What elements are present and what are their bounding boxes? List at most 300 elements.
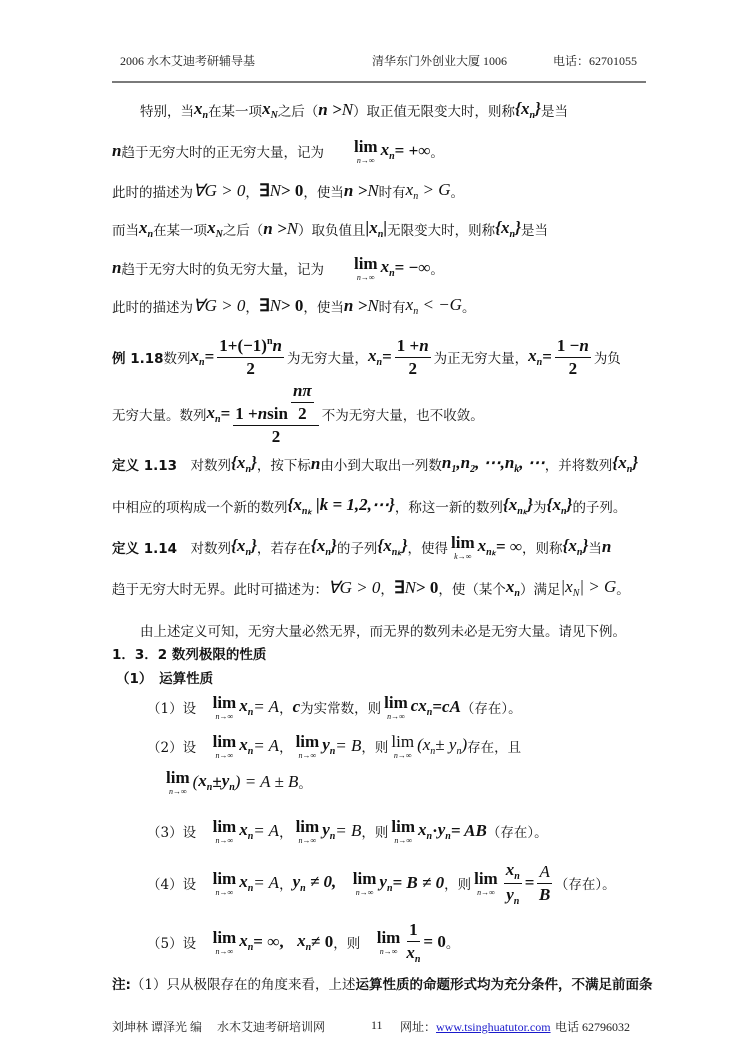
math-run [381, 140, 395, 162]
text-run [353, 100, 515, 120]
definition-1-13 [112, 450, 638, 478]
paragraph-line [140, 96, 568, 124]
limit-operator [213, 929, 237, 956]
footer-site-label: 网址： [400, 1020, 437, 1034]
run-text: 为正无穷大量， [433, 351, 529, 367]
run-text: ）取负值且 [298, 223, 366, 239]
math-run [231, 536, 257, 558]
text-run [444, 873, 471, 893]
run-text: {x [310, 536, 326, 555]
math-run [270, 181, 281, 201]
header-phone: 电话：62701055 [553, 54, 638, 68]
numerator [233, 381, 318, 426]
run-text: ，按下标 [256, 458, 311, 474]
math-run [267, 404, 288, 424]
lim-label: lim [391, 816, 416, 836]
run-text: ，则称 [522, 541, 563, 557]
text-run [287, 347, 368, 367]
run-text: = [382, 347, 392, 366]
lim-label: lim [295, 731, 320, 751]
run-suffix: } [535, 99, 541, 118]
text-run [112, 537, 177, 557]
fraction [555, 336, 591, 379]
text-run [147, 736, 210, 756]
math-run [262, 99, 278, 121]
run-text: N [404, 578, 416, 597]
run-text: 例 1.18 [112, 351, 164, 367]
text-run [430, 141, 444, 161]
run-text: x [418, 820, 427, 839]
subscript: n [376, 357, 383, 368]
text-run [112, 347, 164, 367]
math-run [409, 920, 418, 940]
text-run [279, 697, 293, 717]
text-run [572, 496, 626, 516]
run-text: = A [253, 697, 280, 716]
run-text: ，使当 [303, 185, 344, 201]
numerator [537, 862, 551, 884]
run-text: x [239, 735, 248, 754]
math-run [416, 578, 438, 598]
run-suffix: ) [461, 735, 468, 754]
run-text: = +∞ [394, 141, 431, 160]
run-text: x [505, 577, 515, 596]
text-run [245, 296, 259, 316]
math-run [272, 427, 281, 447]
subscript: n [445, 831, 451, 842]
run-text: > 0 [280, 181, 304, 200]
math-run [311, 932, 333, 952]
numerator [555, 336, 591, 358]
run-text: 是当 [540, 104, 568, 120]
lim-label: lim [353, 136, 378, 156]
math-run [328, 578, 380, 598]
run-suffix: } [566, 495, 573, 514]
math-run [239, 696, 253, 718]
denominator [272, 426, 281, 447]
paragraph-line [112, 574, 630, 602]
math-run [322, 820, 335, 842]
run-text: cA [442, 697, 461, 716]
run-text: 由小到大取出一列数 [320, 458, 442, 474]
run-text: {x [612, 453, 627, 472]
math-run [273, 336, 282, 356]
run-text: n [112, 258, 122, 277]
lim-subscript: n→∞ [168, 786, 187, 796]
run-text: x [239, 872, 248, 891]
run-text: = ∞, [253, 932, 284, 951]
subscript: n [247, 707, 254, 718]
denominator [506, 884, 519, 907]
run-text: n [504, 453, 515, 472]
lim-label: lim [212, 692, 237, 712]
lim-label: lim [212, 816, 237, 836]
run-text: x [239, 931, 248, 950]
math-run [235, 404, 257, 424]
lim-label: lim [353, 253, 378, 273]
run-text: x [405, 295, 414, 314]
run-text: 当 [588, 541, 602, 557]
fraction [233, 381, 318, 447]
run-text: x [239, 696, 248, 715]
subscript: n [245, 464, 251, 475]
run-text: > 0 [280, 296, 304, 315]
superscript: n [266, 335, 273, 347]
math-run [293, 697, 301, 717]
limit-operator [213, 733, 237, 760]
math-run [563, 536, 589, 558]
run-suffix: } [527, 495, 534, 514]
subscript: n [386, 883, 393, 894]
run-text: N [269, 296, 281, 315]
text-run [164, 347, 191, 367]
footer-site [400, 1018, 551, 1035]
run-text: （4）设 [147, 877, 210, 893]
run-text: 1 − [556, 335, 580, 355]
text-run [278, 100, 319, 120]
math-run [207, 403, 221, 425]
math-run [406, 180, 451, 202]
run-text: ， [279, 701, 293, 717]
lim-subscript: k→∞ [454, 551, 472, 561]
run-text: 时有 [378, 185, 406, 201]
run-text: 。 [450, 185, 464, 201]
run-text: 无穷大量。数列 [112, 408, 207, 424]
run-text: N [269, 181, 281, 200]
property-2 [147, 732, 521, 760]
subscript: nₖ [391, 547, 402, 558]
subscript: n [514, 588, 520, 599]
math-run [382, 347, 392, 367]
text-run [140, 620, 626, 640]
subscript: nₖ [486, 547, 496, 558]
math-run [418, 820, 432, 842]
limit-operator [354, 138, 378, 165]
run-text: x [194, 99, 203, 118]
math-run [259, 181, 270, 201]
run-text: N [367, 296, 379, 315]
run-text: = A [253, 873, 280, 892]
lim-subscript: n→∞ [387, 711, 405, 721]
subscript: n [202, 110, 209, 121]
fraction [217, 336, 284, 379]
text-run [121, 258, 351, 278]
subscript: n [536, 357, 543, 368]
run-text: n [272, 335, 282, 355]
run-text: 无限变大时，则称 [387, 223, 496, 239]
run-suffix: } [582, 536, 589, 555]
run-text: c [292, 697, 301, 716]
run-text: 的子列 [336, 541, 378, 557]
run-text: ∀G > 0 [193, 181, 246, 200]
run-text: 运算性质的命题形式均为充分条件，不满足前面条 [355, 977, 653, 993]
text-run [522, 537, 563, 557]
run-text: A [539, 861, 550, 881]
limit-operator [213, 870, 237, 897]
run-text: 趋于无穷大时的正无穷大量，记为 [121, 145, 351, 161]
run-text: = B [335, 736, 362, 755]
subscript: N [270, 110, 278, 121]
denominator [406, 942, 420, 965]
run-suffix: } [251, 536, 257, 555]
run-text: ，使当 [303, 300, 344, 316]
math-run [461, 453, 505, 475]
run-text: N [367, 181, 379, 200]
text-run [279, 821, 293, 841]
run-text: = B [335, 821, 362, 840]
text-run [223, 219, 264, 239]
math-run [253, 697, 279, 717]
subscript: n [560, 506, 567, 517]
run-suffix: } [632, 453, 639, 472]
run-text: ， [245, 185, 259, 201]
math-run [395, 141, 431, 161]
run-text: ， [245, 300, 259, 316]
text-run [284, 932, 298, 952]
subscript: n [247, 831, 254, 842]
text-run [112, 578, 328, 598]
run-text: {x [502, 495, 518, 514]
run-text: N [286, 219, 299, 238]
run-text: ，则 [444, 877, 472, 893]
limit-operator [384, 694, 408, 721]
run-text: x [405, 180, 414, 199]
text-run [303, 296, 344, 316]
run-text: （存在）。 [554, 877, 616, 893]
run-suffix: , ⋯, [475, 453, 505, 472]
run-text: x [528, 346, 537, 365]
fraction [504, 860, 522, 907]
property-2-result [163, 768, 312, 796]
math-run [263, 219, 286, 239]
math-run [419, 336, 428, 356]
text-run [116, 667, 213, 687]
run-text: y [437, 820, 446, 839]
run-text: ）取正值无限变大时，则称 [353, 104, 516, 120]
subscript: n [514, 870, 520, 882]
lim-label: lim [384, 692, 408, 712]
text-run [140, 100, 194, 120]
text-run [333, 932, 374, 952]
run-text: n [460, 453, 471, 472]
text-run [462, 296, 476, 316]
run-text: （存在）。 [460, 701, 522, 717]
math-run [367, 181, 378, 201]
run-text: y [379, 872, 387, 891]
website-link[interactable]: www.tsinghuatutor.com [436, 1020, 551, 1034]
math-run [253, 821, 279, 841]
math-run [281, 181, 303, 201]
text-run [446, 932, 460, 952]
math-run [515, 99, 541, 121]
math-run [432, 697, 442, 717]
math-run [253, 932, 283, 952]
math-run [239, 872, 253, 894]
run-text: x [297, 931, 306, 950]
run-text: ， [380, 582, 394, 598]
subscript: n [509, 229, 516, 240]
run-text: n > [343, 296, 368, 315]
run-text: 为无穷大量， [287, 351, 368, 367]
run-text: 。 [616, 582, 630, 598]
text-run [322, 404, 484, 424]
run-text: y [292, 872, 301, 891]
text-run [298, 219, 366, 239]
run-text: ∃ [393, 578, 405, 597]
run-text: 特别，当 [140, 104, 194, 120]
math-run [253, 873, 279, 893]
lim-subscript: n→∞ [215, 711, 234, 721]
math-run [539, 885, 550, 905]
paragraph-line [112, 177, 464, 205]
run-text: （1）设 [147, 701, 210, 717]
run-text: (x [417, 735, 431, 754]
text-run [434, 347, 529, 367]
run-text: 趋于无穷大时的负无穷大量，记为 [121, 262, 351, 278]
math-run [557, 336, 579, 356]
run-text: 为 [533, 500, 547, 516]
run-text: x [206, 403, 215, 422]
lim-label: lim [166, 767, 190, 787]
math-run [367, 296, 378, 316]
text-run [387, 219, 495, 239]
run-text: {x [287, 495, 302, 514]
run-text: ∃ [258, 181, 270, 200]
text-run [300, 697, 381, 717]
math-run [506, 885, 519, 907]
math-run [112, 141, 121, 161]
math-run [342, 100, 353, 120]
denominator [246, 358, 255, 379]
fraction [291, 381, 314, 424]
subscript: n [229, 782, 235, 793]
math-run [297, 931, 311, 953]
text-run [395, 496, 503, 516]
math-run [506, 577, 520, 599]
run-suffix: , ⋯ [519, 453, 545, 472]
text-run [112, 296, 193, 316]
denominator [569, 358, 578, 379]
math-run [579, 336, 588, 356]
run-text: |x [365, 218, 378, 237]
text-run [298, 772, 312, 792]
example-1-18 [112, 335, 621, 378]
text-run [279, 736, 293, 756]
lim-label: lim [212, 731, 237, 751]
subscript: n [413, 306, 419, 317]
math-run [506, 860, 520, 882]
run-text: ，使得 [407, 541, 448, 557]
run-text [284, 936, 298, 952]
math-run [451, 821, 487, 841]
math-run [270, 296, 281, 316]
run-text: ∀G > 0 [193, 296, 246, 315]
math-run [112, 258, 121, 278]
math-run [344, 181, 367, 201]
run-text: 2 [408, 358, 417, 378]
subscript: n [247, 883, 254, 894]
subscript: n [426, 707, 433, 718]
math-run [406, 943, 420, 965]
run-text: {x [495, 218, 510, 237]
run-text: x [262, 99, 271, 118]
run-text: ，则 [333, 936, 374, 952]
limit-operator [296, 818, 320, 845]
subscript: n [247, 942, 254, 953]
math-run [368, 346, 382, 368]
run-text: = [204, 347, 215, 366]
text-run [112, 219, 139, 239]
math-run [298, 404, 307, 424]
run-suffix: > G [418, 180, 451, 199]
text-run [147, 821, 210, 841]
run-text: x [198, 771, 207, 790]
math-run [411, 696, 433, 718]
header-rule [112, 81, 646, 83]
subscript: n [626, 464, 633, 475]
subsection-heading [116, 663, 213, 691]
subscript: n [426, 831, 433, 842]
math-run [198, 771, 212, 793]
run-text: = A [253, 736, 280, 755]
run-text: 2 [271, 427, 281, 446]
text-run [379, 296, 406, 316]
text-run [121, 141, 351, 161]
footer-phone: 电话 62796032 [555, 1020, 631, 1034]
math-run [239, 735, 253, 757]
run-text: 。 [461, 300, 476, 316]
run-text: ，称这一新的数列 [394, 500, 503, 516]
subscript: n [199, 357, 205, 368]
paragraph-line [112, 215, 548, 243]
lim-label: lim [474, 868, 498, 888]
property-4 [147, 859, 616, 907]
run-text: 之后（ [222, 223, 264, 239]
lim-subscript: n→∞ [477, 887, 495, 897]
math-run [393, 873, 445, 893]
run-text: 不为无穷大量，也不收敛。 [321, 408, 484, 424]
run-text: nπ [292, 381, 312, 400]
subscript: n [206, 782, 213, 793]
math-run [379, 872, 392, 894]
run-text: x [406, 942, 415, 962]
subscript: N [572, 588, 580, 599]
math-run [569, 359, 578, 379]
math-run [253, 736, 279, 756]
run-text: x [368, 346, 377, 365]
text-run [112, 181, 193, 201]
text-run [438, 578, 506, 598]
text-run [303, 181, 344, 201]
note-line [112, 969, 653, 997]
run-text: ， [279, 825, 293, 841]
text-run [131, 973, 356, 993]
run-text: ) = A ± B [234, 772, 299, 791]
subscript: 1 [451, 464, 457, 475]
subscript: k [514, 464, 520, 475]
subscript: n [389, 151, 395, 162]
limit-operator [474, 870, 498, 897]
math-run [602, 537, 611, 557]
run-text: |x [560, 577, 573, 596]
run-text: ， [279, 877, 293, 893]
text-run [450, 181, 464, 201]
text-run [430, 258, 444, 278]
lim-subscript: n→∞ [394, 835, 413, 845]
text-run [112, 496, 288, 516]
lim-label: lim [376, 927, 401, 947]
subscript: n [513, 895, 520, 907]
